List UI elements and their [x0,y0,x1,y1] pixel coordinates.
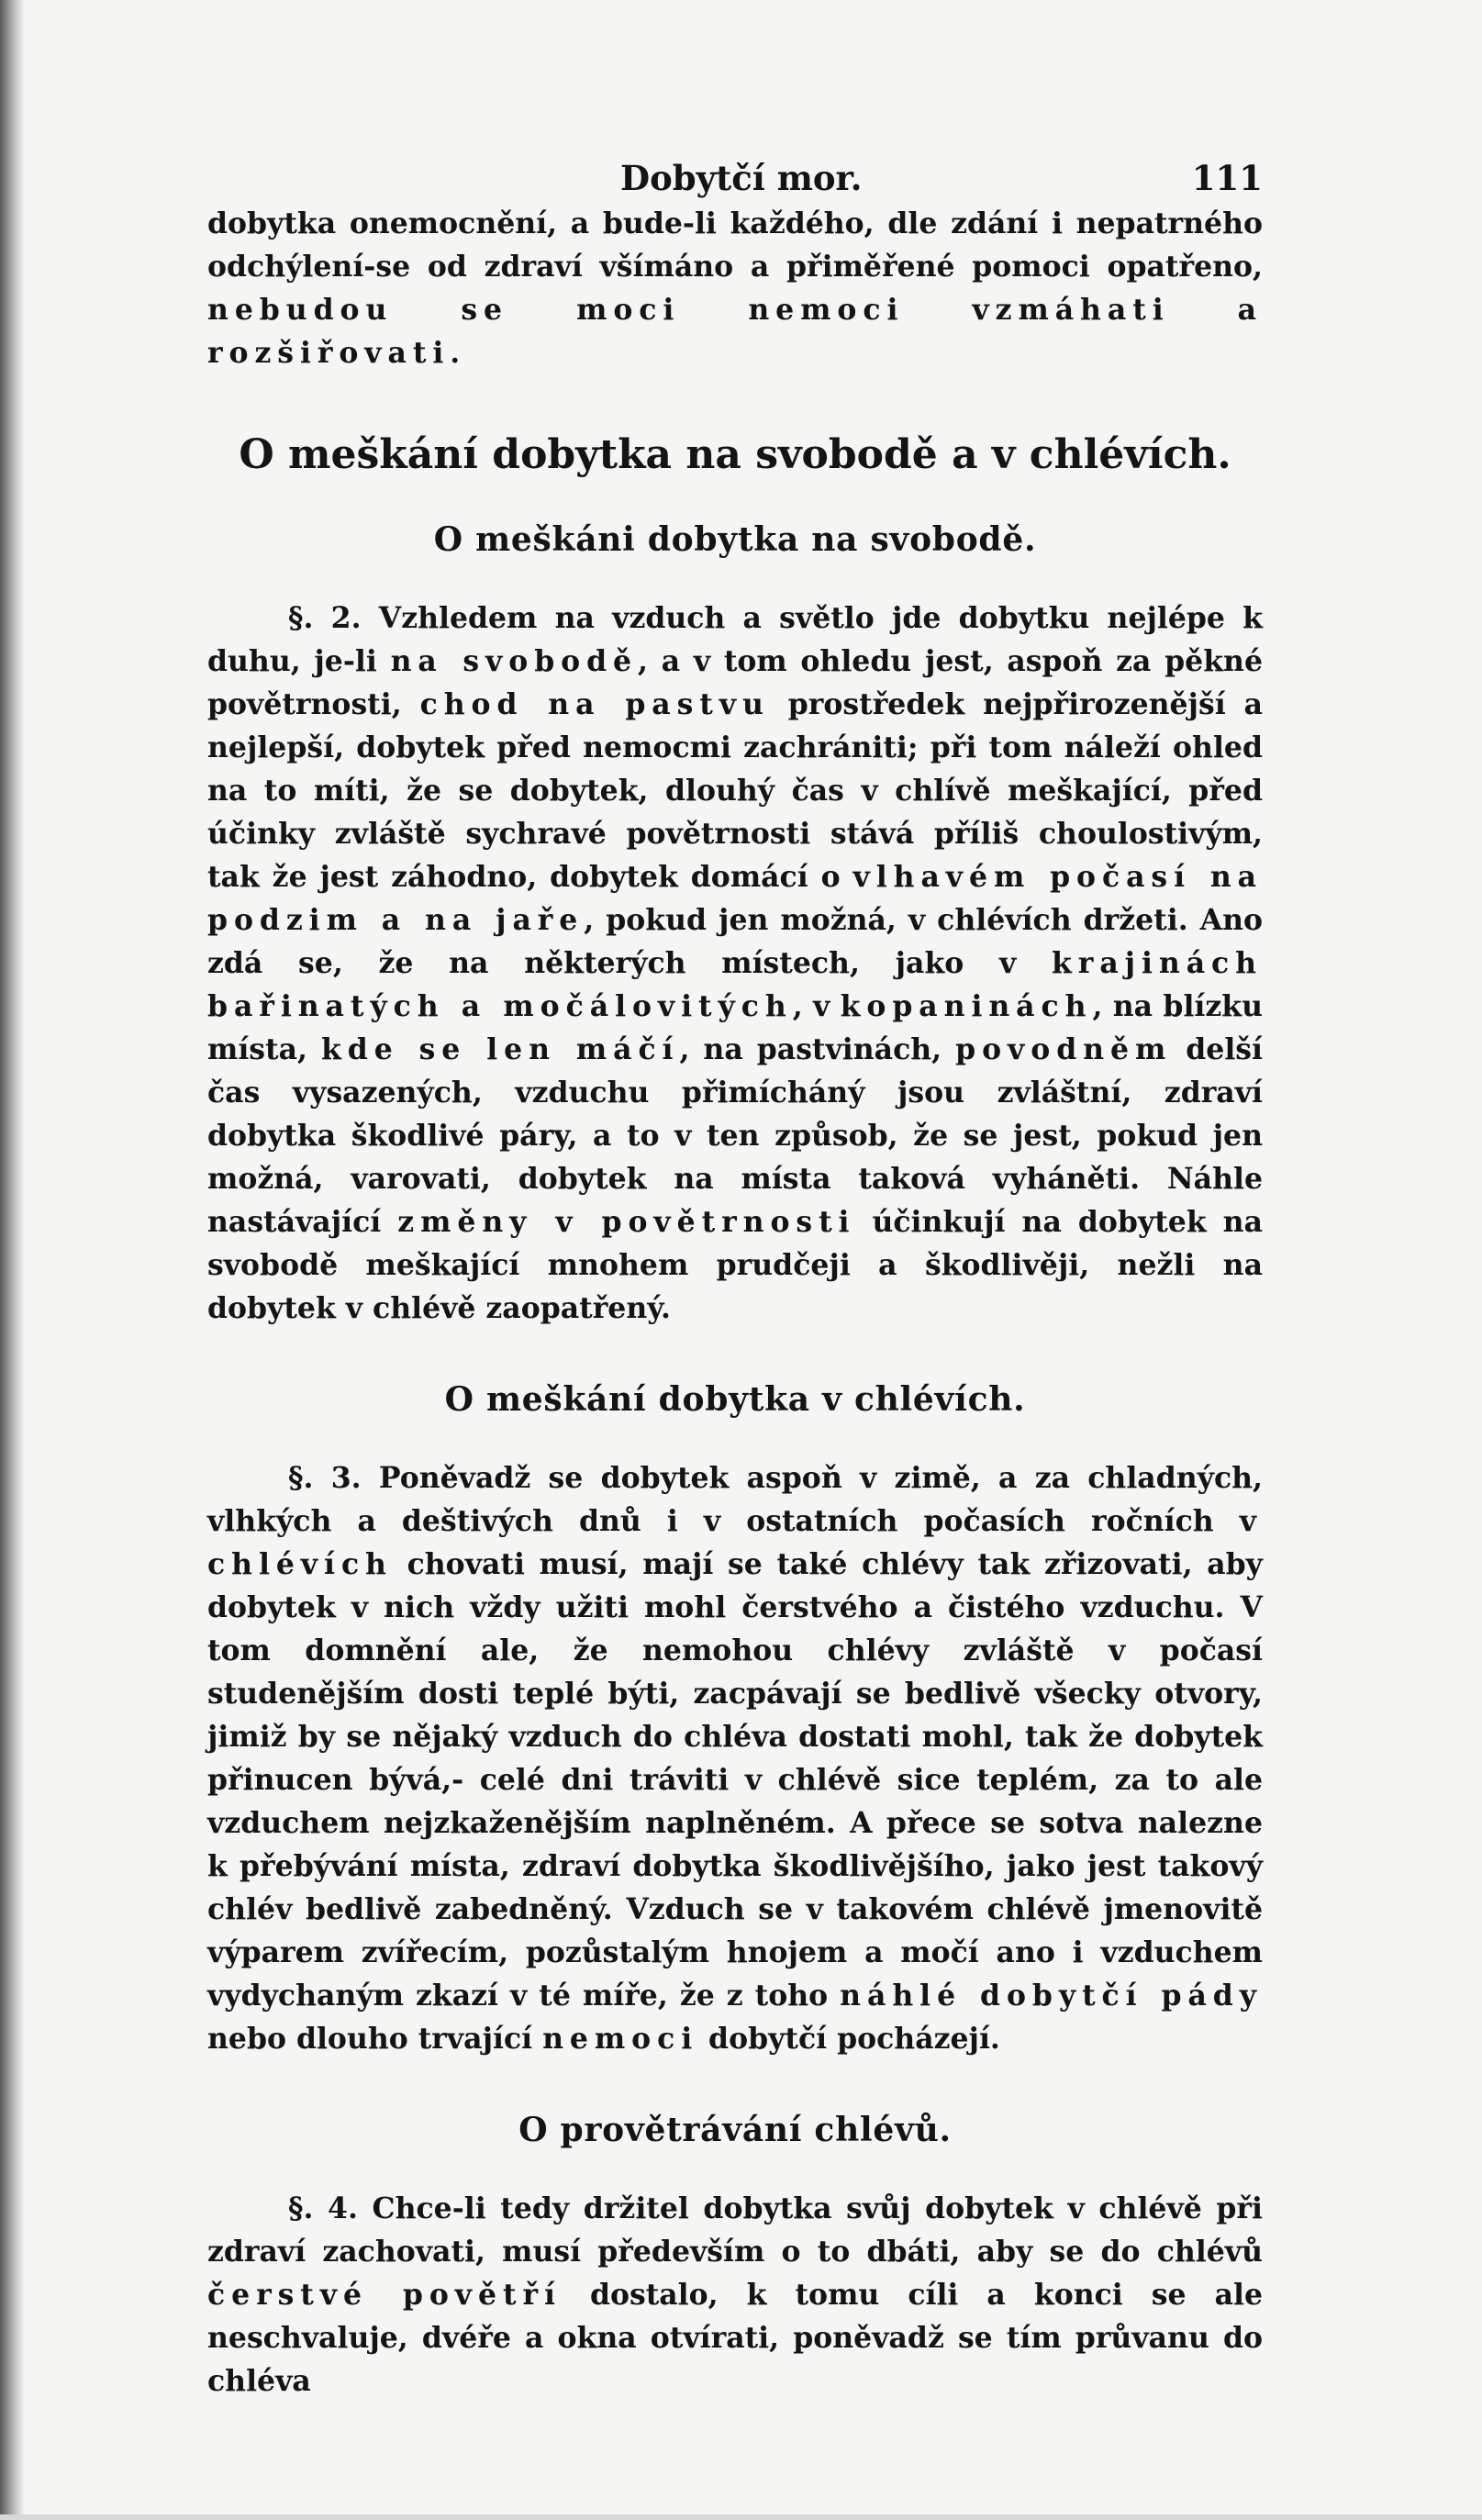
book-page [24,0,1482,2514]
text-run: , pokud jen možná, v chlévích držeti. Ano zdá se, že na některých místech, jako v [207,903,1264,980]
spaced-text: kde se len máčí [320,1032,680,1066]
spaced-text: vlhavém počasí na podzim a na jaře [207,860,1263,937]
main-heading: O meškání dobytka na svobodě a v chlévích. [239,431,1231,478]
spaced-text: kopaninách [840,989,1093,1023]
text-run: §. 4. Chce-li tedy držitel dobytka svůj dobytek v chlévě při zdraví zachovati, musí především o to dbáti, aby se do chlévů [207,2191,1263,2269]
text-run: , a v tom ohledu jest, aspoň za pěkné povětrnosti, [207,644,1263,721]
section-heading-ventilation: O provětrávání chlévů. [518,2111,952,2149]
section-heading-freedom: O meškáni dobytka na svobodě. [433,520,1037,559]
paragraph-3 [207,1456,1263,2060]
text-run: , na pastvinách, [679,1032,956,1066]
text-run: §. 3. Poněvadž se dobytek aspoň v zimě, a za chladných, vlhkých a deštivých dnů i v ostatních počasích ročních [207,1461,1263,1538]
spaced-text: krajinách bařinatých a močálovitých [207,946,1263,1023]
spaced-text: nemoci [542,2022,699,2056]
text-run: delší čas vysazených, vzduchu přimícháný jsou zvláštní, zdraví dobytka škodlivé páry, a to v ten způsob, že se jest, pokud jen možná, varovati, dobytek na místa taková vyháněti. Náhle nastávající [207,1032,1263,1239]
paragraph-2 [207,597,1263,1330]
spaced-text: chod na pastvu [419,687,770,721]
paragraph-4 [207,2187,1263,2403]
spaced-text: změny v povětrnosti [397,1205,856,1239]
spaced-text: povodněm [955,1032,1173,1066]
text-run: . [450,336,461,370]
text-run: nebo dlouho trvající [207,2022,543,2056]
text-run: dobytčí pocházejí. [698,2022,1000,2056]
running-title: Dobytčí mor. [620,158,863,198]
text-run: dostalo, k tomu cíli a konci se ale neschvaluje, dvéře a okna otvírati, poněvadž se tím průvanu do chléva [207,2278,1263,2398]
text-run: účinkují na dobytek na svobodě meškající mnohem prudčeji a škodlivěji, nežli na dobytek v chlévě zaopatřený. [207,1205,1263,1325]
scan-edge-bottom [0,2514,1482,2520]
text-run: §. 2. Vzhledem na vzduch a světlo jde dobytku nejlépe k duhu, je-li [207,601,1263,678]
spaced-text: v chlévích [207,1504,1263,1581]
spaced-text: náhlé dobytčí pády [840,1979,1263,2013]
text-run: , na blízku místa, [207,989,1263,1066]
text-run: prostředek nejpřirozenější a nejlepší, dobytek před nemocmi zachrániti; při tom náleží ohled na to míti, že se dobytek, dlouhý čas v chlívě meškající, před účinky zvláště sychravé povětrnosti stává příliš choulostivým, tak že jest záhodno, dobytek domácí o [207,687,1264,894]
text-run: , v [792,989,841,1023]
scan-edge-left [0,0,24,2520]
section-heading-barns: O meškání dobytka v chlévích. [444,1380,1026,1419]
page-number: 111 [1191,158,1263,198]
spaced-text: na svobodě [390,644,639,678]
text-run: dobytka onemocnění, a bude-li každého, dle zdání i nepatrného odchýlení-se od zdraví všímáno a přiměřené pomoci opatřeno, [207,206,1263,284]
intro-paragraph [207,202,1263,374]
text-run: chovati musí, mají se také chlévy tak zřizovati, aby dobytek v nich vždy užiti mohl čerstvého a čistého vzduchu. V tom domnění ale, že nemohou chlévy zvláště v počasí studenějším dosti teplé býti, zacpávají se bedlivě všecky otvory, jimiž by se nějaký vzduch do chléva dostati mohl, tak že dobytek přinucen bývá,- celé dni tráviti v chlévě sice teplém, za to ale vzduchem nejzkaženějším naplněném. A přece se sotva nalezne k přebývání místa, zdraví dobytka škodlivějšího, jako jest takový chlév bedlivě zabedněný. Vzduch se v takovém chlévě jmenovitě výparem zvířecím, pozůstalým hnojem a močí ano i vzduchem vydychaným zkazí v té míře, že z toho [207,1547,1263,2013]
spaced-text: nebudou se moci nemoci vzmáhati a rozšiřovati [207,293,1263,370]
page-content [207,147,1263,2403]
page-header [207,147,1263,202]
spaced-text: čerstvé povětří [207,2278,562,2312]
